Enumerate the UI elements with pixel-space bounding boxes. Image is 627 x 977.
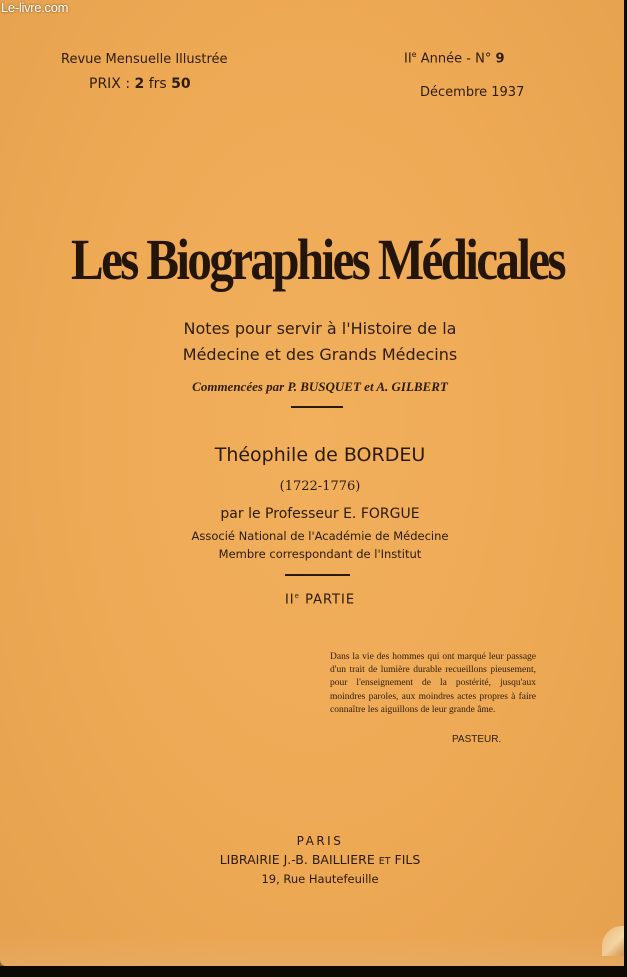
author-affiliation-2: Membre correspondant de l'Institut [218, 547, 422, 561]
separator: - [466, 51, 471, 67]
divider [285, 574, 350, 576]
year-sup: e [411, 50, 417, 59]
annee-label: Année [420, 51, 463, 67]
number-value: 9 [495, 51, 505, 67]
subtitle-line-1: Notes pour servir à l'Histoire de la [183, 319, 457, 338]
year-roman: II [404, 51, 412, 67]
part-label [160, 592, 480, 607]
subtitle [140, 316, 500, 368]
publisher-name-part-1: LIBRAIRIE J.-B. BAILLIERE [219, 852, 375, 867]
page-title: Les Biographies Médicales [70, 227, 565, 293]
subtitle-line-2: Médecine et des Grands Médecins [182, 345, 458, 364]
subject-dates: (1722-1776) [279, 479, 361, 494]
subject-name: Théophile de BORDEU [214, 444, 426, 466]
part-text: PARTIE [305, 592, 356, 608]
watermark: Le-livre.com [1, 0, 69, 15]
publisher-address: 19, Rue Hautefeuille [261, 872, 379, 886]
publisher-et: ET [378, 856, 391, 867]
price-value: 2 [134, 76, 145, 92]
part-sup: e [294, 592, 300, 600]
epigraph-author: PASTEUR. [452, 734, 502, 745]
issue-date: Décembre 1937 [420, 85, 525, 100]
author-affiliation-1: Associé National de l'Académie de Médecine [191, 529, 449, 543]
epigraph-text: Dans la vie des hommes qui ont marqué leur passage d'un trait de lumière durable recueillons pieusement, pour l'enseignement de la postérité, jusqu'aux moindres paroles, aux moindres actes propres à faire connaître les aiguillons de leur grande âme. [330, 652, 536, 715]
price [89, 76, 191, 92]
price-unit: frs [148, 76, 167, 92]
magazine-type: Revue Mensuelle Illustrée [61, 52, 228, 67]
part-number: II [284, 592, 295, 608]
issue-number [404, 50, 505, 66]
number-label: N° [475, 51, 492, 67]
divider [291, 406, 343, 408]
publisher-city: PARIS [296, 834, 344, 848]
publisher-name-part-2: FILS [394, 852, 421, 867]
credits: Commencées par P. BUSQUET et A. GILBERT [192, 379, 448, 394]
page-curl [602, 926, 624, 956]
price-cents: 50 [171, 76, 191, 92]
publisher-name [150, 852, 490, 867]
author-line: par le Professeur E. FORGUE [220, 506, 420, 522]
price-label: PRIX : [89, 76, 131, 92]
